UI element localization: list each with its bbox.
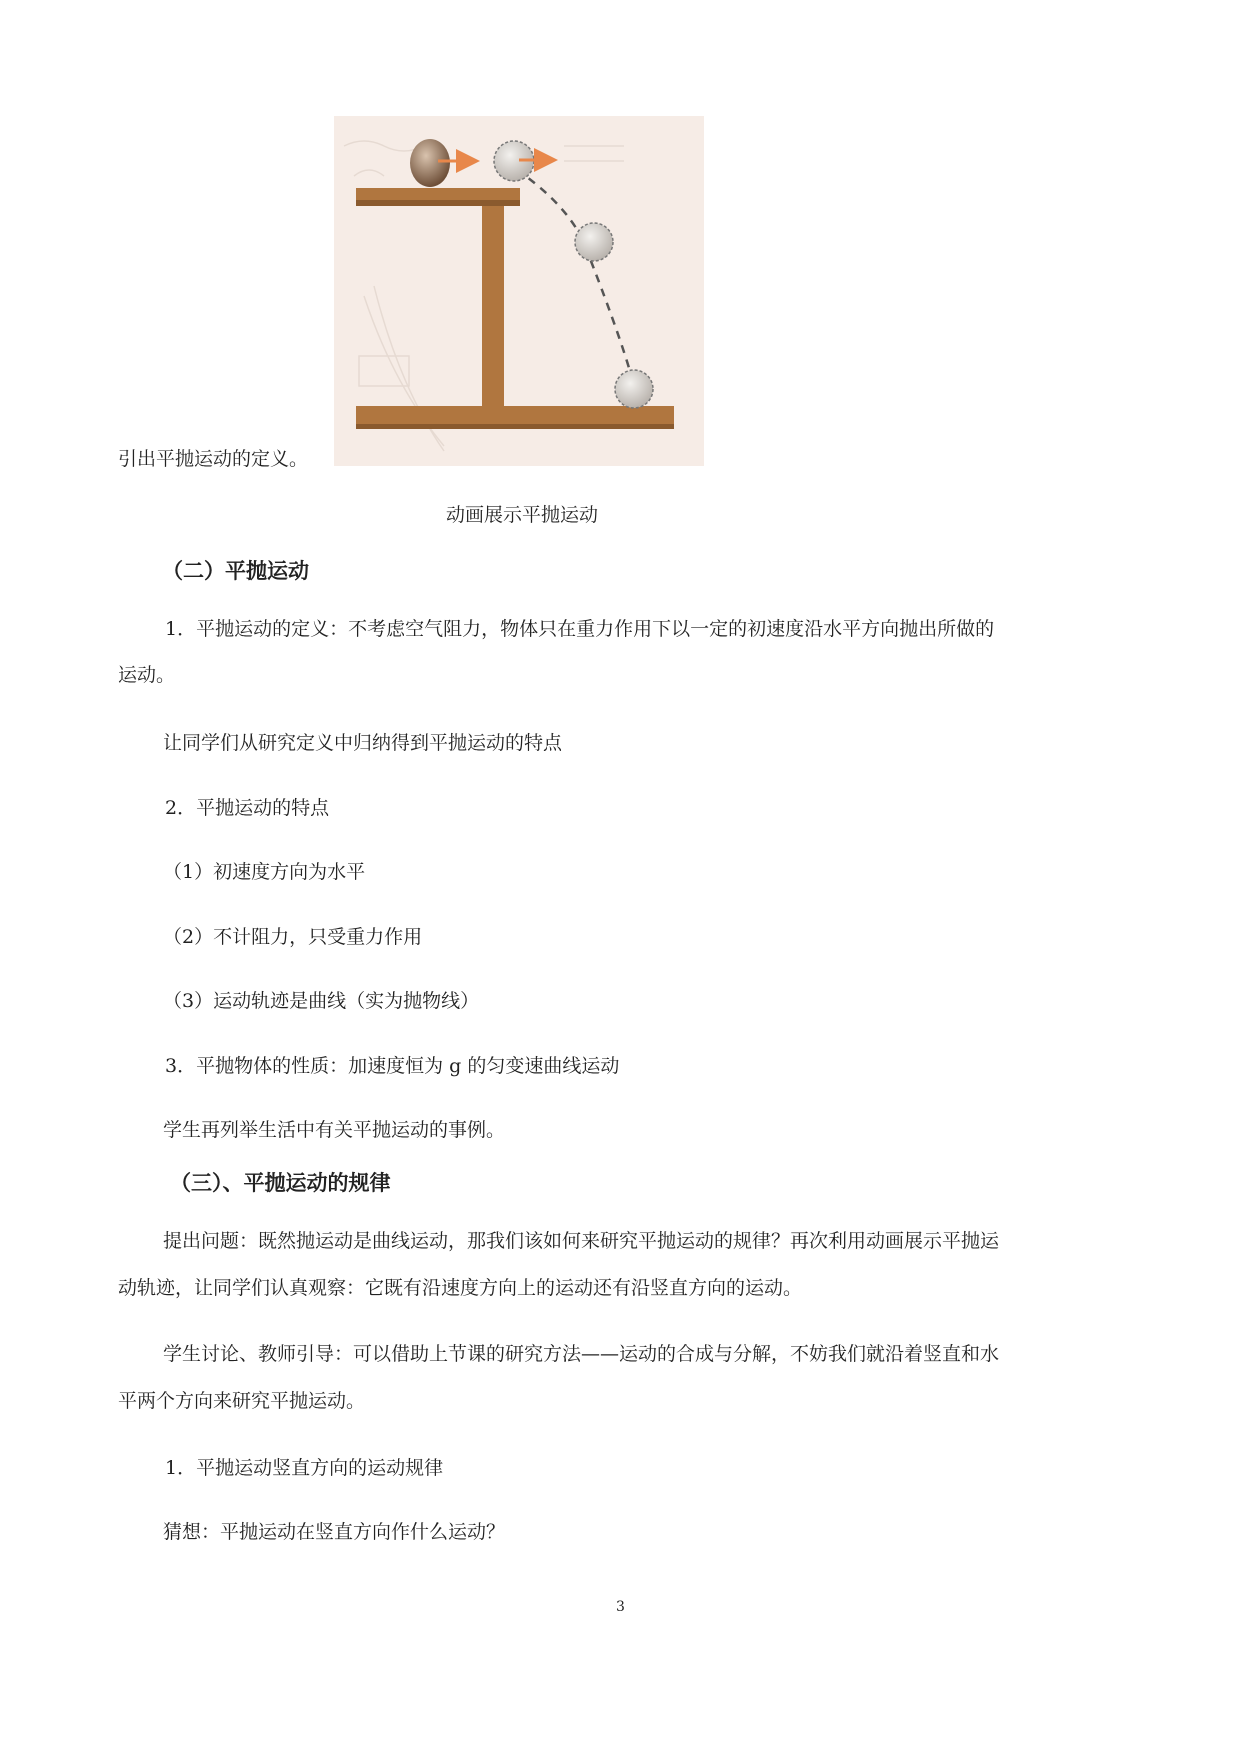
feature-1: （1）初速度方向为水平 (163, 861, 366, 883)
examples-text: 学生再列举生活中有关平抛运动的事例。 (163, 1119, 506, 1141)
feature-3: （3）运动轨迹是曲线（实为抛物线） (163, 990, 480, 1012)
definition-line-2: 运动。 (118, 664, 176, 686)
figure-caption: 动画展示平抛运动 (446, 504, 599, 526)
intro-text: 引出平抛运动的定义。 (118, 448, 309, 470)
vertical-motion-title: 1．平抛运动竖直方向的运动规律 (165, 1457, 444, 1479)
projectile-motion-illustration (334, 116, 704, 466)
floor-shadow (356, 424, 674, 429)
ball-on-table (410, 139, 450, 187)
ball-position-3 (615, 370, 653, 408)
table-top-edge (356, 200, 520, 206)
discussion-line-1: 学生讨论、教师引导：可以借助上节课的研究方法——运动的合成与分解，不妨我们就沿着竖直和水 (163, 1343, 1000, 1365)
section3-heading: （三）、平抛运动的规律 (170, 1170, 391, 1195)
table-top (356, 188, 520, 202)
definition-line-1: 1．平抛运动的定义：不考虑空气阻力，物体只在重力作用下以一定的初速度沿水平方向抛出所做的 (165, 618, 995, 640)
features-title: 2．平抛运动的特点 (165, 797, 330, 819)
section2-heading: （二）平抛运动 (162, 558, 309, 583)
page-number: 3 (616, 1599, 625, 1615)
feature-2: （2）不计阻力，只受重力作用 (163, 926, 423, 948)
question-line-2: 动轨迹，让同学们认真观察：它既有沿速度方向上的运动还有沿竖直方向的运动。 (118, 1277, 803, 1299)
nature-text: 3．平抛物体的性质：加速度恒为 g 的匀变速曲线运动 (165, 1055, 620, 1077)
guess-text: 猜想：平抛运动在竖直方向作什么运动？ (163, 1521, 506, 1543)
table-leg (482, 206, 504, 406)
discussion-line-2: 平两个方向来研究平抛运动。 (118, 1390, 366, 1412)
induce-text: 让同学们从研究定义中归纳得到平抛运动的特点 (163, 732, 563, 754)
ball-position-2 (575, 223, 613, 261)
question-line-1: 提出问题：既然抛运动是曲线运动，那我们该如何来研究平抛运动的规律？再次利用动画展示平抛运 (163, 1230, 1000, 1252)
